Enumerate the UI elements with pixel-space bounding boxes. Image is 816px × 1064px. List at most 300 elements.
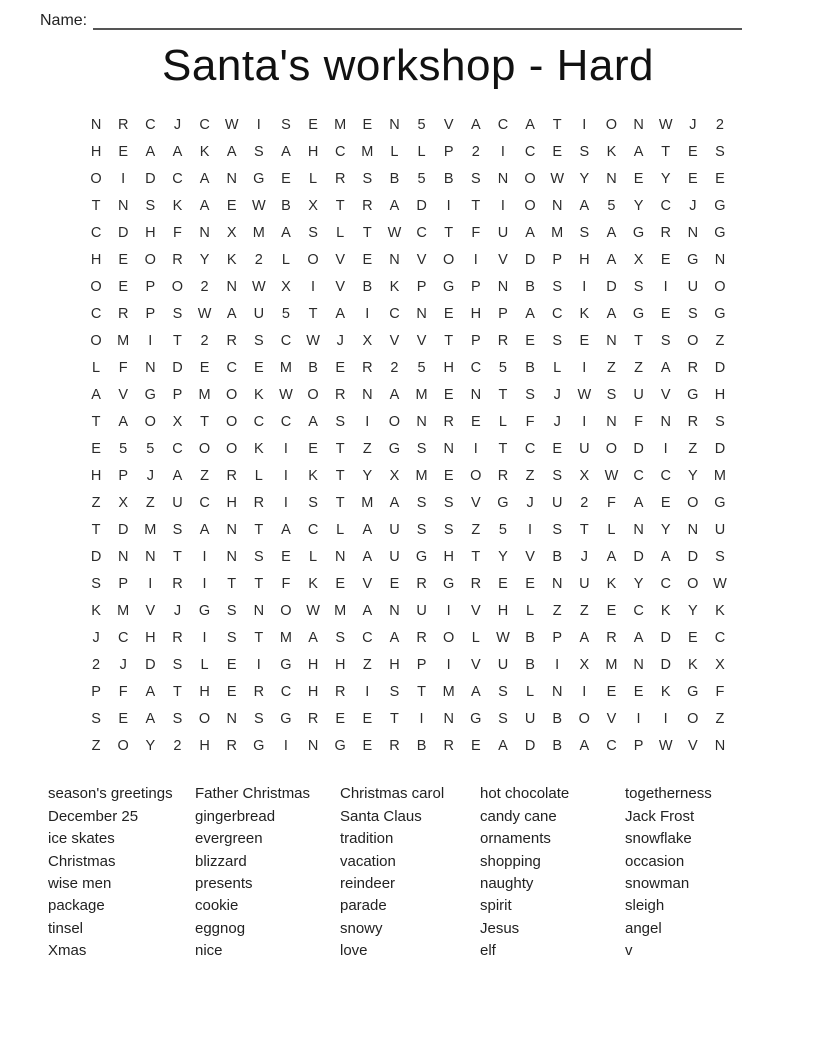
grid-cell: T (91, 413, 101, 430)
grid-cell: C (280, 332, 292, 349)
grid-cell: O (171, 278, 184, 295)
name-label: Name: (40, 12, 88, 29)
grid-cell: R (443, 737, 454, 754)
grid-cell: 5 (498, 359, 507, 376)
grid-cell: P (633, 737, 644, 754)
grid-cell: N (416, 413, 427, 430)
grid-cell: F (118, 683, 128, 700)
grid-cell: J (336, 332, 344, 349)
grid-cell: B (525, 656, 535, 673)
grid-cell: R (253, 494, 265, 511)
grid-cell: B (552, 710, 563, 727)
grid-cell: J (689, 197, 697, 214)
grid-cell: S (172, 521, 183, 538)
grid-cell: H (497, 602, 509, 619)
grid-cell: M (334, 602, 347, 619)
grid-cell: R (226, 737, 237, 754)
word-item: elf (480, 942, 496, 960)
grid-cell: O (443, 251, 455, 268)
grid-cell: A (281, 521, 291, 538)
grid-cell: T (173, 548, 182, 565)
grid-cell: U (497, 224, 509, 241)
grid-cell: A (525, 305, 535, 322)
grid-cell: R (660, 224, 671, 241)
grid-cell: A (525, 224, 535, 241)
grid-cell: K (606, 143, 617, 160)
word-item: reindeer (340, 875, 396, 893)
grid-cell: I (582, 278, 587, 295)
grid-cell: A (118, 413, 129, 430)
grid-cell: N (389, 602, 400, 619)
grid-cell: S (145, 197, 156, 214)
grid-cell: 2 (390, 359, 399, 376)
grid-cell: C (199, 116, 210, 133)
grid-cell: I (528, 521, 533, 538)
grid-cell: K (172, 197, 183, 214)
grid-cell: M (415, 386, 428, 403)
grid-cell: V (525, 548, 535, 565)
grid-cell: F (281, 575, 291, 592)
grid-cell: O (307, 386, 319, 403)
grid-cell: U (551, 494, 563, 511)
grid-cell: V (335, 251, 346, 268)
grid-cell: K (308, 467, 318, 484)
grid-cell: K (253, 386, 264, 403)
grid-cell: I (473, 251, 478, 268)
grid-cell: Y (145, 737, 156, 754)
grid-cell: E (715, 170, 725, 187)
grid-cell: P (416, 278, 427, 295)
grid-cell: N (226, 548, 237, 565)
grid-cell: A (281, 224, 291, 241)
grid-cell: W (577, 386, 592, 403)
grid-cell: V (498, 251, 508, 268)
grid-cell: S (253, 143, 264, 160)
grid-cell: B (362, 278, 373, 295)
grid-cell: C (280, 683, 292, 700)
word-item: snowman (625, 875, 690, 893)
grid-cell: P (118, 575, 129, 592)
grid-cell: C (497, 116, 509, 133)
grid-cell: C (389, 305, 400, 322)
grid-cell: M (334, 116, 347, 133)
grid-cell: A (579, 629, 590, 646)
grid-cell: T (91, 521, 101, 538)
grid-cell: D (524, 737, 536, 754)
grid-cell: W (251, 197, 266, 214)
grid-cell: A (389, 197, 400, 214)
grid-cell: E (226, 656, 237, 673)
grid-cell: I (283, 494, 288, 511)
grid-cell: G (253, 170, 265, 187)
grid-cell: S (552, 521, 563, 538)
name-header-row (40, 8, 742, 30)
grid-cell: L (417, 143, 426, 160)
grid-row (83, 651, 734, 678)
grid-cell: S (389, 683, 400, 700)
grid-cell: V (443, 116, 454, 133)
grid-cell: S (633, 278, 644, 295)
grid-cell: L (607, 521, 616, 538)
grid-cell: N (497, 170, 509, 187)
grid-cell: P (145, 278, 156, 295)
grid-cell: E (687, 629, 698, 646)
grid-cell: C (606, 737, 617, 754)
grid-cell: L (526, 602, 535, 619)
grid-cell: T (254, 521, 264, 538)
grid-cell: P (470, 278, 481, 295)
grid-cell: L (498, 413, 507, 430)
word-list-column (625, 783, 790, 962)
grid-cell: T (552, 116, 562, 133)
grid-cell: P (470, 332, 481, 349)
grid-cell: Y (687, 602, 698, 619)
grid-cell: E (362, 737, 373, 754)
grid-cell: P (443, 143, 454, 160)
grid-cell: D (145, 656, 156, 673)
grid-cell: T (498, 386, 508, 403)
grid-cell: M (117, 332, 130, 349)
grid-cell: K (606, 575, 617, 592)
grid-cell: R (389, 737, 400, 754)
grid-cell: O (524, 170, 536, 187)
grid-cell: P (172, 386, 183, 403)
grid-cell: N (633, 521, 644, 538)
grid-cell: A (579, 737, 590, 754)
grid-cell: D (660, 629, 671, 646)
grid-cell: C (226, 359, 237, 376)
word-item: tinsel (48, 919, 84, 937)
grid-cell: P (416, 656, 427, 673)
word-item: tradition (340, 830, 394, 848)
grid-cell: H (226, 494, 237, 511)
grid-cell: H (714, 386, 726, 403)
grid-cell: 5 (417, 170, 426, 187)
grid-cell: E (226, 197, 237, 214)
grid-cell: N (199, 224, 210, 241)
grid-cell: N (334, 548, 346, 565)
grid-cell: S (715, 143, 725, 160)
grid-cell: N (226, 170, 237, 187)
grid-cell: I (582, 413, 587, 430)
grid-cell: C (660, 575, 671, 592)
grid-cell: A (389, 386, 400, 403)
grid-cell: 2 (173, 737, 182, 754)
grid-cell: N (443, 440, 454, 457)
grid-cell: L (281, 251, 290, 268)
grid-cell: H (443, 548, 454, 565)
grid-cell: S (470, 170, 481, 187)
word-item: wise men (48, 875, 112, 893)
grid-cell: V (335, 278, 346, 295)
grid-cell: W (550, 170, 565, 187)
grid-cell: M (361, 143, 374, 160)
grid-cell: O (280, 602, 292, 619)
grid-cell: I (148, 575, 153, 592)
grid-cell: W (658, 737, 673, 754)
grid-cell: O (90, 332, 102, 349)
grid-cell: V (118, 386, 129, 403)
grid-cell: S (308, 224, 318, 241)
grid-cell: A (633, 629, 644, 646)
grid-cell: O (198, 710, 211, 727)
grid-cell: M (279, 359, 292, 376)
grid-cell: I (473, 440, 478, 457)
word-item: parade (340, 897, 387, 915)
grid-cell: E (199, 359, 210, 376)
grid-cell: O (307, 251, 319, 268)
grid-cell: I (148, 332, 153, 349)
word-item: December 25 (48, 807, 139, 825)
grid-cell: R (497, 467, 509, 484)
grid-cell: T (335, 467, 345, 484)
grid-cell: B (443, 170, 454, 187)
grid-cell: X (715, 656, 725, 673)
grid-row (83, 381, 734, 408)
grid-cell: W (713, 575, 727, 592)
grid-cell: W (387, 224, 402, 241)
grid-cell: S (525, 386, 535, 403)
grid-cell: 2 (715, 116, 724, 133)
word-item: presents (195, 875, 253, 893)
word-list-column (340, 783, 480, 962)
grid-cell: A (470, 683, 481, 700)
grid-cell: Z (634, 359, 643, 376)
grid-row (83, 246, 734, 273)
grid-cell: A (91, 386, 101, 403)
grid-cell: G (280, 656, 292, 673)
grid-cell: A (226, 305, 237, 322)
grid-cell: S (91, 575, 101, 592)
grid-cell: E (308, 116, 318, 133)
grid-cell: N (307, 737, 319, 754)
grid-cell: H (307, 143, 319, 160)
grid-cell: O (687, 710, 699, 727)
word-item: Santa Claus (340, 807, 422, 825)
word-item: ice skates (48, 830, 115, 848)
grid-cell: P (91, 683, 101, 700)
grid-cell: D (90, 548, 102, 565)
word-item: hot chocolate (480, 785, 570, 803)
grid-cell: C (714, 629, 726, 646)
grid-cell: N (551, 575, 563, 592)
grid-cell: T (227, 575, 237, 592)
grid-cell: S (253, 548, 264, 565)
grid-cell: C (90, 224, 102, 241)
grid-cell: O (714, 278, 726, 295)
grid-cell: T (498, 440, 508, 457)
grid-cell: O (90, 278, 102, 295)
grid-cell: S (416, 494, 427, 511)
grid-cell: O (144, 251, 156, 268)
grid-cell: S (687, 305, 698, 322)
grid-cell: S (335, 629, 346, 646)
grid-cell: I (582, 359, 587, 376)
grid-cell: T (335, 440, 345, 457)
grid-cell: E (660, 494, 671, 511)
grid-cell: M (198, 386, 211, 403)
grid-cell: N (606, 413, 617, 430)
grid-row (83, 570, 734, 597)
grid-cell: I (283, 467, 288, 484)
grid-cell: Y (362, 467, 373, 484)
grid-cell: H (199, 737, 210, 754)
grid-cell: Z (715, 710, 725, 727)
grid-cell: B (525, 278, 535, 295)
grid-cell: 2 (92, 656, 101, 673)
grid-row (83, 462, 734, 489)
grid-cell: A (145, 143, 156, 160)
grid-cell: L (336, 521, 345, 538)
grid-cell: H (579, 251, 590, 268)
grid-cell: W (279, 386, 293, 403)
grid-cell: 5 (417, 116, 426, 133)
grid-cell: N (470, 386, 482, 403)
grid-cell: I (202, 629, 207, 646)
grid-cell: N (687, 224, 699, 241)
grid-cell: W (197, 305, 212, 322)
word-item: shopping (480, 852, 541, 870)
grid-cell: N (226, 710, 237, 727)
grid-cell: O (226, 386, 238, 403)
grid-cell: S (552, 332, 563, 349)
grid-cell: I (555, 656, 560, 673)
grid-cell: R (362, 197, 373, 214)
grid-cell: F (607, 494, 616, 511)
word-item: vacation (340, 852, 396, 870)
grid-cell: N (145, 359, 156, 376)
grid-cell: H (307, 656, 319, 673)
grid-cell: G (388, 440, 401, 457)
grid-cell: F (715, 683, 725, 700)
word-item: Jack Frost (625, 807, 695, 825)
grid-cell: A (633, 494, 644, 511)
grid-cell: G (714, 197, 726, 214)
grid-cell: T (200, 413, 209, 430)
grid-cell: R (334, 170, 346, 187)
grid-cell: 2 (200, 278, 209, 295)
grid-cell: E (308, 440, 318, 457)
grid-cell: E (633, 683, 644, 700)
grid-cell: Y (579, 170, 590, 187)
grid-cell: U (172, 494, 183, 511)
word-list-column (195, 783, 340, 962)
grid-cell: K (660, 683, 671, 700)
word-item: togetherness (625, 785, 712, 803)
grid-cell: X (118, 494, 129, 511)
grid-cell: N (117, 197, 129, 214)
grid-cell: O (90, 170, 102, 187)
grid-cell: V (470, 494, 481, 511)
grid-cell: E (362, 116, 373, 133)
word-item: naughty (480, 875, 534, 893)
grid-cell: C (90, 305, 102, 322)
grid-cell: 2 (471, 143, 480, 160)
grid-cell: I (582, 116, 587, 133)
grid-cell: S (660, 332, 671, 349)
grid-cell: F (471, 224, 481, 241)
grid-row (83, 516, 734, 543)
grid-cell: T (308, 305, 318, 322)
grid-cell: G (334, 737, 346, 754)
grid-cell: M (442, 683, 455, 700)
grid-cell: O (226, 413, 238, 430)
grid-cell: P (552, 629, 563, 646)
grid-cell: A (172, 143, 183, 160)
grid-cell: A (579, 197, 590, 214)
grid-row (83, 732, 734, 759)
grid-cell: T (335, 197, 345, 214)
grid-cell: A (389, 629, 400, 646)
grid-cell: N (633, 116, 644, 133)
word-item: sleigh (625, 897, 665, 915)
grid-cell: M (279, 629, 292, 646)
grid-cell: C (362, 629, 373, 646)
grid-cell: K (389, 278, 400, 295)
grid-cell: T (471, 197, 481, 214)
grid-cell: V (660, 386, 671, 403)
grid-cell: N (226, 278, 237, 295)
grid-cell: R (307, 710, 319, 727)
grid-cell: S (172, 305, 183, 322)
grid-cell: R (362, 359, 373, 376)
grid-cell: I (663, 710, 668, 727)
grid-cell: H (470, 305, 482, 322)
grid-cell: G (253, 737, 265, 754)
grid-cell: Y (633, 197, 644, 214)
grid-cell: K (308, 575, 318, 592)
grid-cell: G (144, 386, 156, 403)
grid-cell: V (362, 575, 373, 592)
grid-cell: U (579, 575, 590, 592)
grid-cell: V (389, 332, 400, 349)
grid-cell: N (253, 602, 265, 619)
grid-cell: C (551, 305, 563, 322)
grid-row (83, 408, 734, 435)
grid-cell: O (687, 332, 699, 349)
grid-cell: L (200, 656, 209, 673)
grid-cell: W (224, 116, 239, 133)
grid-cell: E (552, 440, 563, 457)
grid-cell: A (389, 494, 400, 511)
grid-cell: R (253, 683, 265, 700)
grid-cell: L (471, 629, 480, 646)
grid-cell: A (172, 467, 183, 484)
grid-cell: C (524, 440, 536, 457)
grid-row (83, 435, 734, 462)
grid-cell: I (121, 170, 126, 187)
grid-cell: Z (362, 656, 372, 673)
grid-cell: O (388, 413, 401, 430)
grid-row (83, 219, 734, 246)
grid-cell: B (308, 359, 318, 376)
grid-cell: C (470, 359, 482, 376)
grid-cell: X (579, 656, 590, 673)
grid-cell: R (117, 305, 129, 322)
grid-cell: Z (145, 494, 155, 511)
grid-cell: S (552, 278, 563, 295)
word-item: v (625, 942, 633, 960)
grid-cell: N (687, 521, 699, 538)
word-item: evergreen (195, 830, 263, 848)
grid-cell: D (145, 170, 156, 187)
grid-cell: K (715, 602, 725, 619)
grid-cell: S (226, 602, 237, 619)
word-item: spirit (480, 897, 512, 915)
grid-cell: V (470, 656, 481, 673)
grid-cell: G (714, 224, 726, 241)
grid-cell: E (470, 413, 481, 430)
